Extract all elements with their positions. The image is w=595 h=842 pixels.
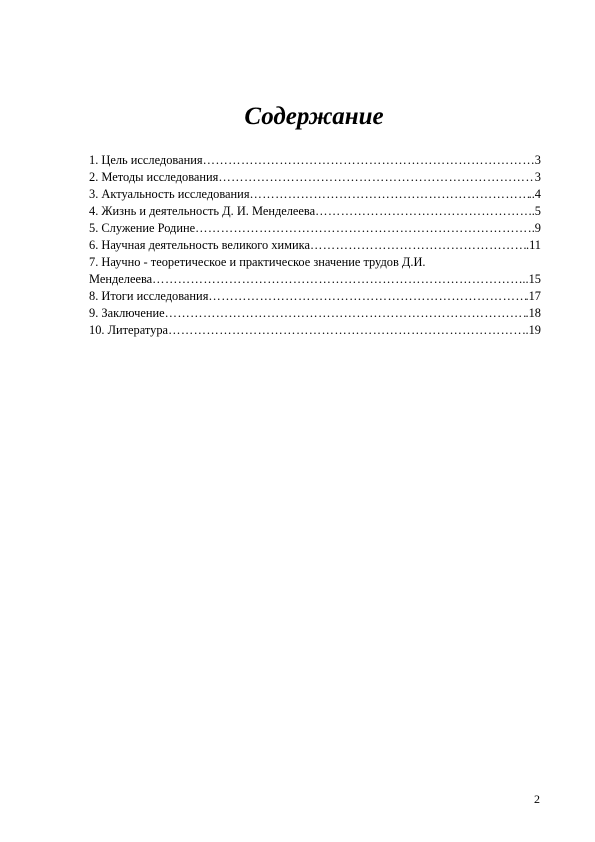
dot-leader (250, 186, 529, 203)
toc-entry-page: ..15 (522, 272, 541, 286)
toc-entry-page: .5 (531, 204, 541, 218)
toc-entry-page: .18 (525, 306, 541, 320)
dot-leader (315, 203, 532, 220)
toc-entry-title: 3. Актуальность исследования (89, 187, 250, 201)
toc-entry-6[interactable] (89, 237, 541, 254)
page-number: 2 (534, 792, 540, 806)
toc-entry-page: ..19 (522, 323, 541, 337)
toc-entry-title: 4. Жизнь и деятельность Д. И. Менделеева (89, 204, 316, 218)
toc-entry-page: .17 (525, 289, 541, 303)
toc-entry-page: 3 (534, 170, 541, 184)
toc-entry-title: 9. Заключение (89, 306, 165, 320)
toc-entry-title: 6. Научная деятельность великого химика (89, 238, 310, 252)
toc-entry-7[interactable] (89, 271, 541, 288)
toc-entry-title: 5. Служение Родине (89, 221, 196, 235)
toc-entry-8[interactable] (89, 288, 541, 305)
toc-entry-title: Менделеева (89, 272, 153, 286)
toc-entry-2[interactable] (89, 169, 541, 186)
toc-entry-page: .11 (525, 238, 541, 252)
toc-entry-page: ..4 (528, 187, 541, 201)
dot-leader (218, 169, 534, 186)
dot-leader (208, 288, 525, 305)
toc-entry-title: 1. Цель исследования (89, 153, 203, 167)
dot-leader (152, 271, 522, 288)
toc-entry-page: .9 (531, 221, 541, 235)
dot-leader (195, 220, 532, 237)
toc-entry-page: 3 (534, 153, 541, 167)
toc-entry-7-line1[interactable]: 7. Научно - теоретическое и практическое значение трудов Д.И. (89, 255, 426, 269)
dot-leader (168, 322, 522, 339)
dot-leader (165, 305, 526, 322)
toc-entry-5[interactable] (89, 220, 541, 237)
toc-entry-4[interactable] (89, 203, 541, 220)
toc-entry-1[interactable] (89, 152, 541, 169)
table-of-contents (89, 152, 541, 339)
toc-entry-3[interactable] (89, 186, 541, 203)
dot-leader (310, 237, 526, 254)
toc-entry-title: 2. Методы исследования (89, 170, 219, 184)
toc-entry-title: 10. Литература (89, 323, 169, 337)
toc-heading: Содержание (244, 103, 384, 130)
dot-leader (203, 152, 535, 169)
toc-entry-10[interactable] (89, 322, 541, 339)
toc-entry-9[interactable] (89, 305, 541, 322)
toc-entry-title: 8. Итоги исследования (89, 289, 209, 303)
